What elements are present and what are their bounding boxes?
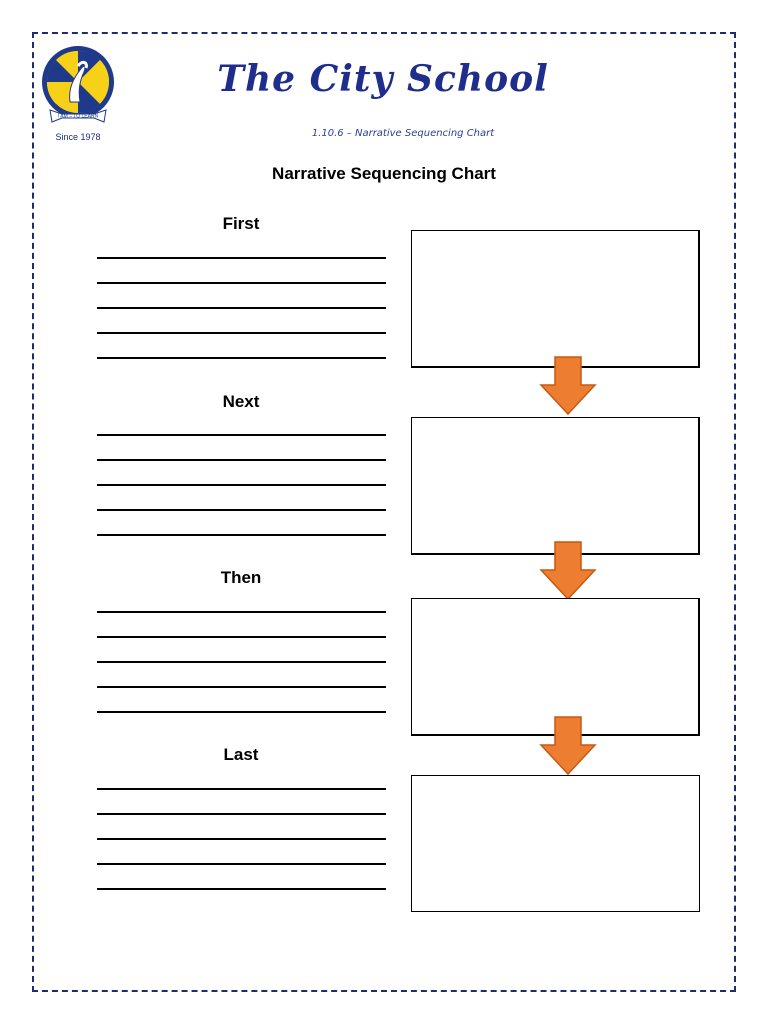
worksheet-subtitle: 1.10.6 – Narrative Sequencing Chart bbox=[311, 128, 495, 139]
writing-line[interactable] bbox=[97, 686, 386, 688]
writing-line[interactable] bbox=[97, 711, 386, 713]
down-arrow-icon bbox=[539, 356, 597, 416]
writing-line[interactable] bbox=[97, 282, 386, 284]
section-label-next: Next bbox=[222, 392, 260, 411]
writing-line[interactable] bbox=[97, 332, 386, 334]
section-label-then: Then bbox=[220, 568, 262, 587]
writing-line[interactable] bbox=[97, 611, 386, 613]
down-arrow-icon bbox=[539, 541, 597, 601]
logo-since-text: Since 1978 bbox=[55, 132, 101, 142]
writing-line[interactable] bbox=[97, 534, 386, 536]
section-label-first: First bbox=[222, 214, 260, 233]
writing-line[interactable] bbox=[97, 459, 386, 461]
sequence-box-next[interactable] bbox=[411, 417, 700, 555]
section-label-last: Last bbox=[223, 745, 259, 764]
writing-line[interactable] bbox=[97, 484, 386, 486]
school-name: The City School bbox=[217, 58, 549, 100]
writing-line[interactable] bbox=[97, 509, 386, 511]
chart-title: Narrative Sequencing Chart bbox=[272, 164, 496, 183]
writing-line[interactable] bbox=[97, 888, 386, 890]
writing-line[interactable] bbox=[97, 838, 386, 840]
school-logo bbox=[40, 44, 116, 144]
writing-line[interactable] bbox=[97, 257, 386, 259]
writing-line[interactable] bbox=[97, 863, 386, 865]
sequence-box-first[interactable] bbox=[411, 230, 700, 368]
logo-motto: I AM – TO LEARN bbox=[57, 113, 99, 120]
writing-line[interactable] bbox=[97, 813, 386, 815]
writing-line[interactable] bbox=[97, 788, 386, 790]
writing-line[interactable] bbox=[97, 307, 386, 309]
writing-line[interactable] bbox=[97, 636, 386, 638]
writing-line[interactable] bbox=[97, 357, 386, 359]
down-arrow-icon bbox=[539, 716, 597, 776]
writing-line[interactable] bbox=[97, 434, 386, 436]
school-crest-icon bbox=[40, 44, 116, 134]
writing-line[interactable] bbox=[97, 661, 386, 663]
sequence-box-last[interactable] bbox=[411, 775, 700, 912]
